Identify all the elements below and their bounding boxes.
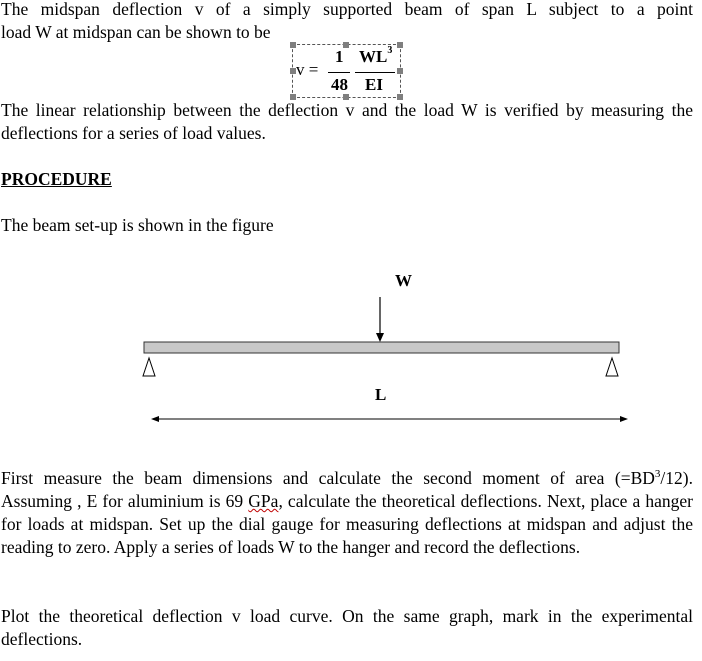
intro-line-2: load W at midspan can be shown to be (1, 22, 271, 42)
procedure-heading: PROCEDURE (1, 169, 112, 189)
procedure-text-1: First measure the beam dimensions and calculate the second moment of area (=BD (1, 468, 655, 488)
load-label: W (395, 271, 412, 290)
equation-numerator-expr: WL (359, 47, 388, 66)
procedure-text-2: /12). Assuming , E for aluminium is 69 (1, 468, 693, 511)
setup-sentence: The beam set-up is shown in the figure (1, 215, 274, 235)
load-arrow-head (376, 333, 384, 342)
procedure-superscript: 3 (654, 468, 661, 481)
equation-denominator-coefficient: 48 (331, 75, 348, 94)
linear-relationship-paragraph: The linear relationship between the deflection v and the load W is verified by measuring the deflections for a series of load values. (1, 100, 693, 143)
plot-paragraph: Plot the theoretical deflection v load curve. On the same graph, mark in the experimental deflections. (1, 606, 693, 649)
equation-denominator: EI (365, 75, 383, 94)
intro-line-1: The midspan deflection v of a simply supported beam of span L subject to a point (1, 0, 693, 19)
right-pin-support (606, 358, 618, 376)
equation-lhs: v = (296, 60, 319, 79)
procedure-text-3: , calculate the theoretical deflections. Next, place a hanger for loads at midspan. Set up the dial gauge for measuring deflections at midspan and adjust the reading to zero. Apply a series of loads W to the hanger and record the deflections. (1, 491, 693, 557)
beam (144, 342, 619, 353)
procedure-paragraph (1, 467, 693, 559)
left-pin-support (143, 358, 155, 376)
equation-numerator-coefficient: 1 (335, 47, 344, 66)
span-arrow-left (151, 416, 159, 422)
equation-exponent: 3 (387, 45, 393, 56)
span-arrow-right (620, 416, 628, 422)
spellcheck-word[interactable]: GPa (248, 491, 279, 511)
span-label: L (375, 385, 387, 404)
